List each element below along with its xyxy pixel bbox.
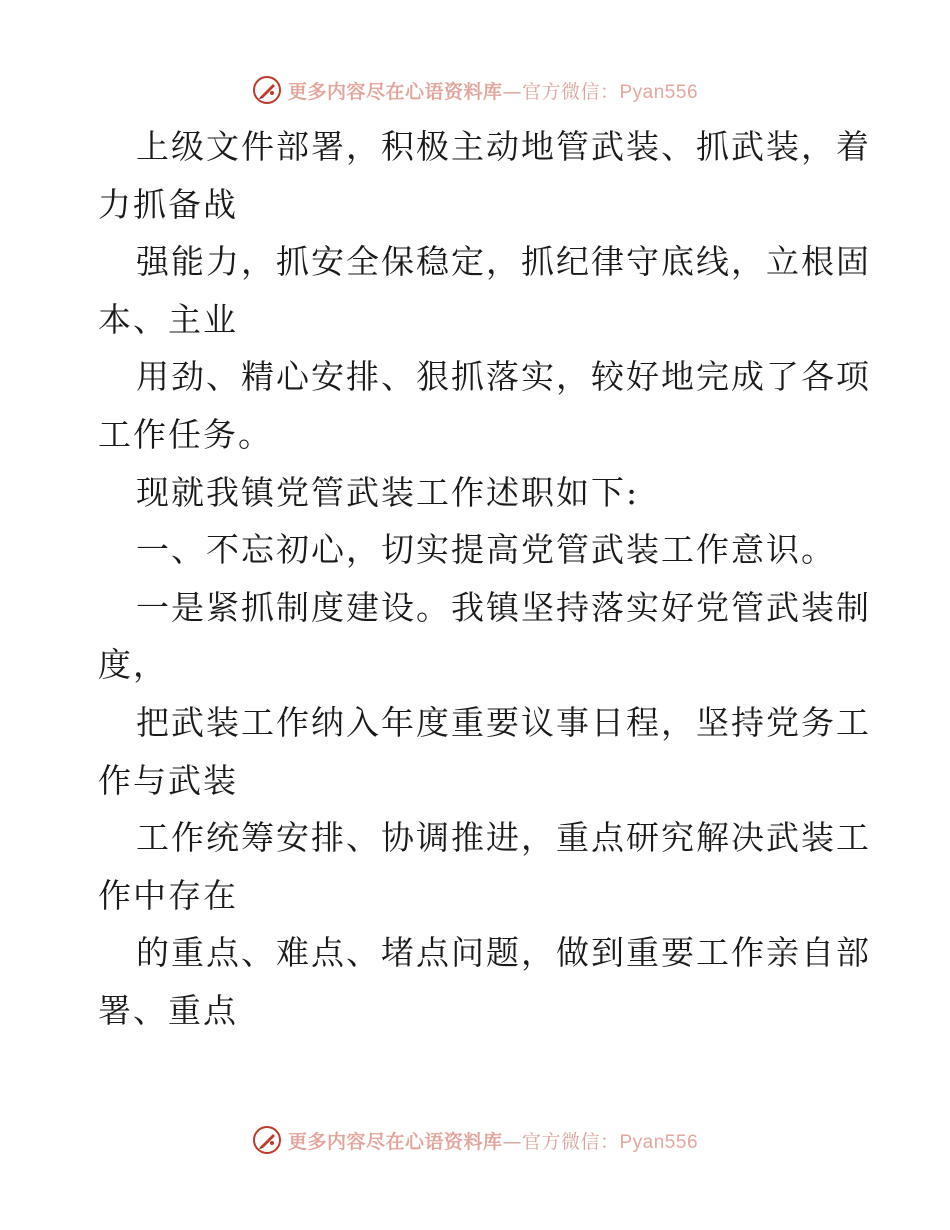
body-line: 上级文件部署，积极主动地管武装、抓武装，着: [136, 127, 871, 166]
body-line: 一是紧抓制度建设。我镇坚持落实好党管武装制: [136, 587, 871, 627]
header-banner: [0, 70, 950, 110]
banner-title: 更多内容尽在心语资料库: [287, 1130, 503, 1153]
body-line: 用劲、精心安排、狠抓落实，较好地完成了各项: [136, 357, 871, 397]
banner-wechat-label: 官方微信：: [521, 1130, 620, 1153]
section-heading: 一、不忘初心，切实提高党管武装工作意识。: [136, 530, 836, 570]
document-body: [98, 118, 871, 1040]
banner-handle: Pyan556: [619, 1131, 699, 1153]
banner-title: 更多内容尽在心语资料库: [287, 80, 503, 103]
banner-wechat-label: 官方微信：: [521, 80, 620, 103]
quill-pen-logo-icon: [252, 75, 282, 105]
body-line: 强能力，抓安全保稳定，抓纪律守底线，立根固: [136, 242, 871, 282]
body-line: 作与武装: [98, 760, 238, 800]
body-line: 工作统筹安排、协调推进，重点研究解决武装工: [136, 818, 871, 858]
footer-banner: [0, 1120, 950, 1160]
body-line: 工作任务。: [98, 414, 273, 454]
body-line: 署、重点: [98, 990, 238, 1030]
body-line: 的重点、难点、堵点问题，做到重要工作亲自部: [136, 933, 871, 973]
body-line: 现就我镇党管武装工作述职如下:: [136, 472, 640, 512]
body-line: 度，: [98, 645, 168, 685]
body-line: 力抓备战: [98, 184, 238, 224]
quill-pen-logo-icon: [252, 1125, 282, 1155]
banner-dash: —: [502, 1130, 522, 1153]
body-line: 把武装工作纳入年度重要议事日程，坚持党务工: [136, 702, 871, 742]
banner-text: [288, 1127, 698, 1154]
banner-text: [288, 77, 698, 104]
body-line: 作中存在: [98, 875, 238, 915]
banner-handle: Pyan556: [619, 81, 699, 103]
banner-dash: —: [502, 80, 522, 103]
body-line: 本、主业: [98, 299, 238, 339]
